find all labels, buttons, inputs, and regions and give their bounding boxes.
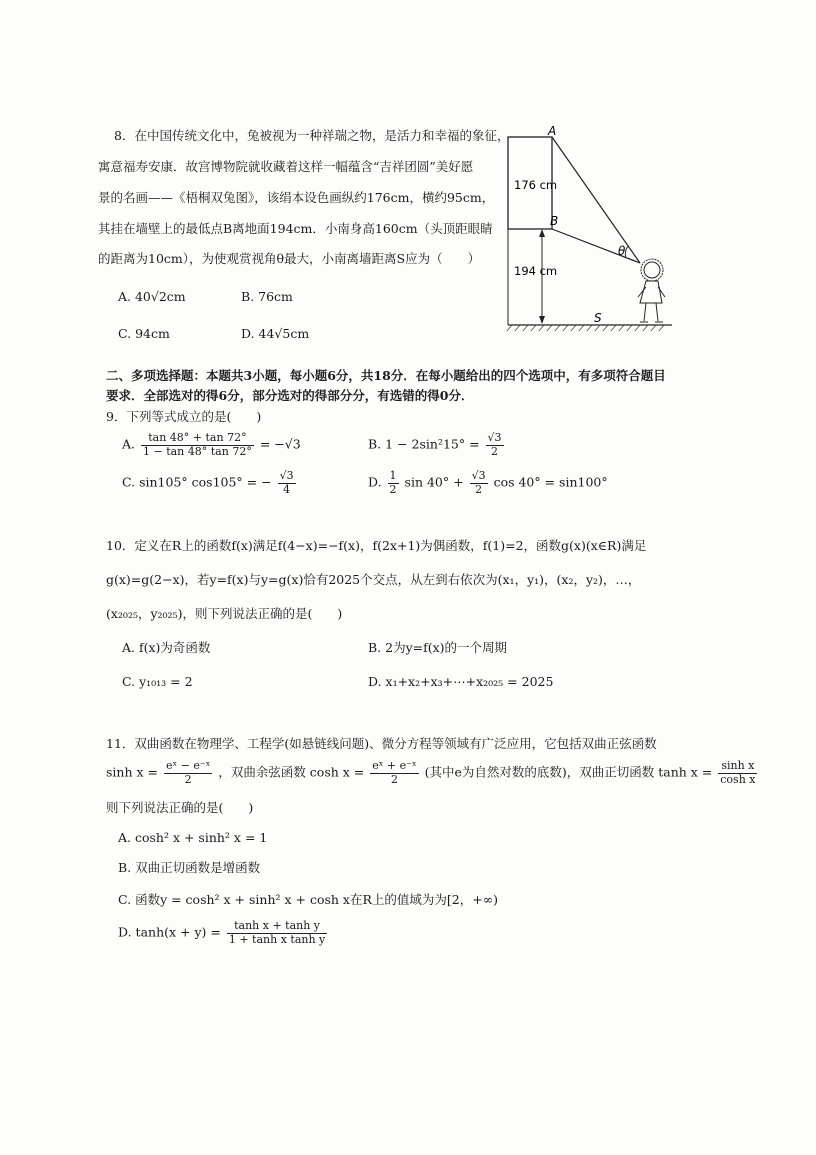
q9-stem: 9．下列等式成立的是( ) [106, 409, 262, 424]
q9-d-fraction-2: $\frac{√3}{2}$ [471, 469, 486, 496]
label-theta: θ [618, 244, 626, 258]
q9-d-fraction-1: $\frac{1}{2}$ [389, 469, 397, 496]
section2-heading-line2: 要求．全部选对的得6分，部分选对的得部分分，有选错的得0分． [106, 388, 474, 403]
q8-figure [500, 125, 680, 340]
label-point-b: B [550, 214, 559, 228]
q8-line4: 其挂在墙壁上的最低点B离地面194cm．小南身高160cm（头顶距眼睛 [98, 221, 493, 236]
q11-cosh-fraction: $\frac{\text{eˣ + e⁻ˣ}}{2}$ [372, 759, 417, 786]
sight-line-to-a [552, 137, 640, 263]
section2-heading-line1: 二、多项选择题：本题共3小题，每小题6分，共18分．在每小题给出的四个选项中，有多项符合题目 [106, 368, 666, 383]
q10-line1: 10．定义在R上的函数f(x)满足f(4−x)=−f(x)，f(2x+1)为偶函数，f(1)=2，函数g(x)(x∈R)满足 [106, 538, 647, 553]
q8-option-a: A. 40√2cm [118, 289, 186, 304]
q11-line2: sinh x = $\frac{\text{eˣ − e⁻ˣ}}{2}$ ，双曲余弦函数 cosh x = $\frac{\text{eˣ + e⁻ˣ}}{2}$ (其中e为自然对数的底数)，双曲正切函数 tanh x = $\frac{\text{sinh x}}{\text{cosh x}}$ [106, 759, 756, 786]
label-s: S [594, 311, 602, 325]
q11-option-b: B. 双曲正切函数是增函数 [118, 860, 261, 875]
q10-option-b: B. 2为y=f(x)的一个周期 [368, 640, 508, 655]
q9-b-fraction: $\frac{√3}{2}$ [487, 431, 502, 458]
q11-tanh-fraction: $\frac{\text{sinh x}}{\text{cosh x}}$ [720, 759, 756, 786]
q11-line3: 则下列说法正确的是( ) [106, 800, 254, 815]
q8-option-d: D. 44√5cm [241, 326, 310, 341]
q11-sinh-fraction: $\frac{\text{eˣ − e⁻ˣ}}{2}$ [165, 759, 211, 786]
q9-option-b: B. 1 − 2sin²15° = $\frac{√3}{2}$ [368, 431, 502, 458]
q9-option-c: C. sin105° cos105° = − $\frac{√3}{4}$ [122, 469, 294, 496]
q9-c-fraction: $\frac{√3}{4}$ [279, 469, 294, 496]
q10-line2: g(x)=g(2−x)，若y=f(x)与y=g(x)恰有2025个交点，从左到右依次为(x₁，y₁)，(x₂，y₂)，…， [106, 572, 641, 587]
q8-line3: 景的名画——《梧桐双兔图》，该绢本设色画纵约176cm，横约95cm， [98, 190, 495, 205]
q9-a-rhs: = −√3 [259, 436, 301, 452]
q10-option-c: C. y₁₀₁₃ = 2 [122, 674, 193, 689]
q9-a-fraction: $\frac{\tan 48^\circ + \tan 72^\circ}{1 - \tan 48^\circ \tan 72^\circ}$ [143, 431, 252, 458]
q10-option-d: D. x₁+x₂+x₃+⋯+x₂₀₂₅ = 2025 [368, 674, 554, 689]
q11-d-fraction: $\frac{\text{tanh x + tanh y}}{\text{1 + tanh x tanh y}}$ [228, 919, 326, 946]
q9-option-d: D. $\frac{1}{2}$ sin 40° + $\frac{√3}{2}$ cos 40° = sin100° [368, 469, 608, 496]
label-176cm: 176 cm [514, 178, 558, 192]
q9-option-a [122, 432, 301, 458]
q8-line1: 8．在中国传统文化中，兔被视为一种祥瑞之物，是活力和幸福的象征， [114, 128, 510, 143]
q10-option-a: A. f(x)为奇函数 [122, 640, 211, 655]
q8-option-c: C. 94cm [118, 326, 170, 341]
q9-a-label: A. [122, 436, 136, 452]
q11-option-a: A. cosh² x + sinh² x = 1 [118, 830, 268, 845]
q11-line1: 11．双曲函数在物理学、工程学(如悬链线问题)、微分方程等领域有广泛应用，它包括双曲正弦函数 [106, 736, 657, 751]
q8-option-b: B. 76cm [241, 289, 293, 304]
label-194cm: 194 cm [514, 264, 558, 278]
sight-line-to-b [552, 229, 640, 263]
q11-option-c: C. 函数y = cosh² x + sinh² x + cosh x在R上的值域为为[2，+∞) [118, 892, 498, 907]
q11-option-d: D. tanh(x + y) = $\frac{\text{tanh x + tanh y}}{\text{1 + tanh x tanh y}}$ [118, 919, 326, 946]
q8-line5: 的距离为10cm），为使观赏视角θ最大，小南离墙距离S应为（ ） [98, 251, 481, 266]
q8-line2: 寓意福寿安康．故宫博物院就收藏着这样一幅蕴含“吉祥团圆”美好愿 [98, 159, 474, 174]
label-point-a: A [548, 125, 557, 138]
q10-line3: (x₂₀₂₅，y₂₀₂₅)，则下列说法正确的是( ) [106, 606, 343, 621]
girl-figure [638, 259, 665, 322]
